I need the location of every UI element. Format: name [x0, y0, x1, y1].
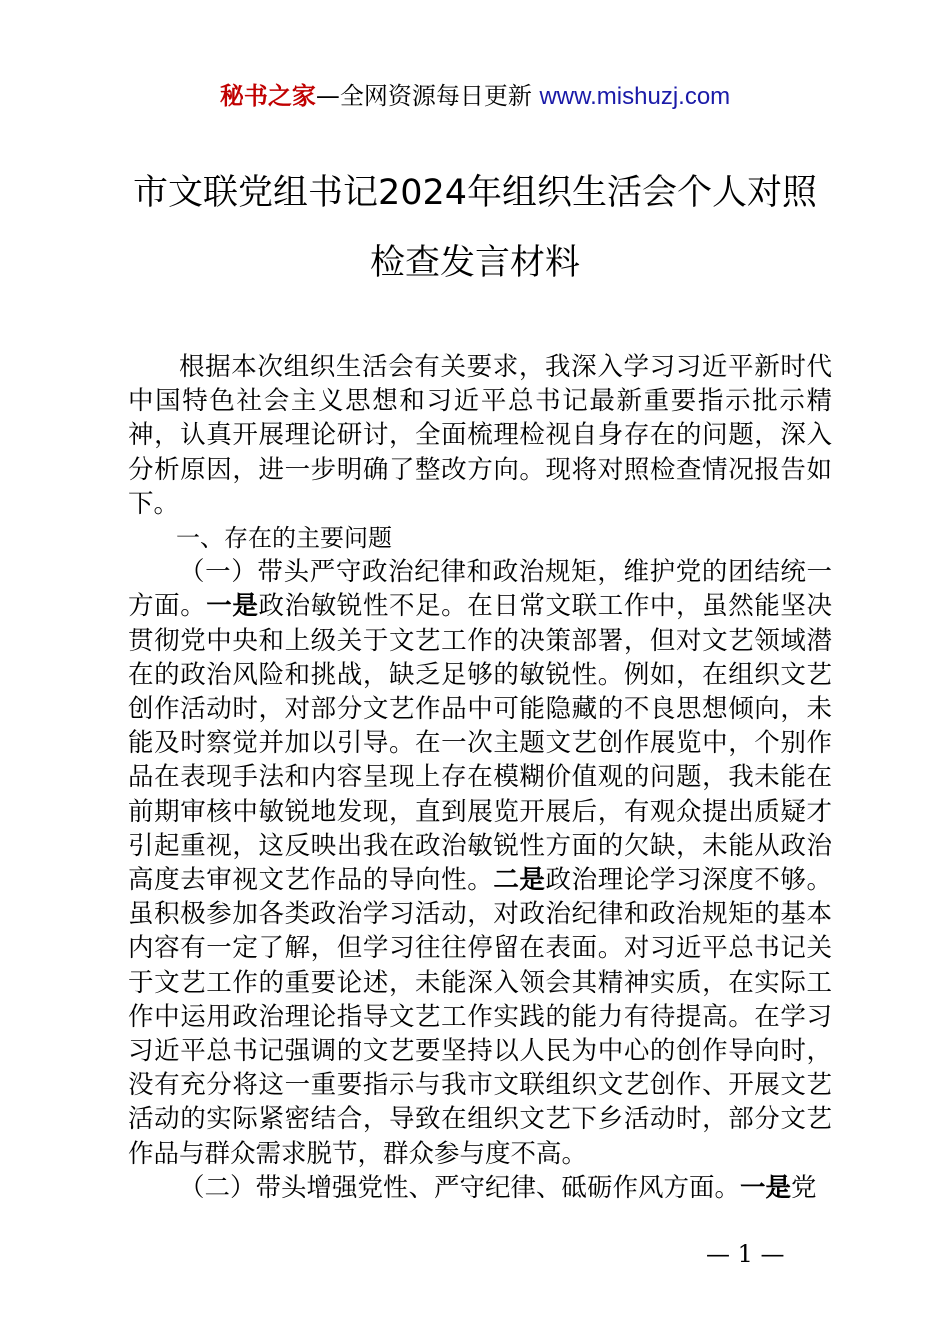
point-label-1: 一是	[206, 591, 259, 622]
point-label-3: 一是	[740, 1172, 792, 1203]
intro-paragraph: 根据本次组织生活会有关要求，我深入学习习近平新时代中国特色社会主义思想和习近平总书记最新重要指示批示精神，认真开展理论研讨，全面梳理检视自身存在的问题，深入分析原因，进一步明确了整改方向。现将对照检查情况报告如下。	[128, 352, 832, 519]
subsection-1-paragraph	[128, 555, 832, 1171]
subsection-2-heading: （二）带头增强党性、严守纪律、砥砺作风方面。	[179, 1172, 741, 1203]
site-brand: 秘书之家	[219, 82, 316, 110]
point-label-2: 二是	[493, 865, 546, 896]
document-body	[128, 350, 832, 1205]
subsection-2-paragraph	[128, 1171, 832, 1205]
title-line-1: 市文联党组书记2024年组织生活会个人对照	[132, 173, 818, 213]
site-header	[0, 80, 950, 113]
point-text-1: 政治敏锐性不足。在日常文联工作中，虽然能坚决贯彻党中央和上级关于文艺工作的决策部署，但对文艺领域潜在的政治风险和挑战，缺乏足够的敏锐性。例如，在组织文艺创作活动时，对部分文艺作品中可能隐藏的不良思想倾向，未能及时察觉并加以引导。在一次主题文艺创作展览中，个别作品在表现手法和内容呈现上存在模糊价值观的问题，我未能在前期审核中敏锐地发现，直到展览开展后，有观众提出质疑才引起重视，这反映出我在政治敏锐性方面的欠缺，未能从政治高度去审视文艺作品的导向性。	[128, 591, 832, 896]
page-number: — 1 —	[706, 1240, 785, 1268]
document-title	[60, 165, 890, 291]
point-text-2: 政治理论学习深度不够。虽积极参加各类政治学习活动，对政治纪律和政治规矩的基本内容有一定了解，但学习往往停留在表面。对习近平总书记关于文艺工作的重要论述，未能深入领会其精神实质，在实际工作中运用政治理论指导文艺工作实践的能力有待提高。在学习习近平总书记强调的文艺要坚持以人民为中心的创作导向时，没有充分将这一重要指示与我市文联组织文艺创作、开展文艺活动的实际紧密结合，导致在组织文艺下乡活动时，部分文艺作品与群众需求脱节，群众参与度不高。	[128, 865, 832, 1169]
site-url-link[interactable]: www.mishuzj.com	[539, 83, 731, 110]
site-tagline: —全网资源每日更新	[315, 82, 532, 110]
title-line-2: 检查发言材料	[369, 243, 580, 283]
subsection-1-heading: （一）带头严守政治纪律和政治规矩，维护党的团结统一方面。	[128, 557, 832, 622]
point-text-3: 党	[791, 1172, 817, 1203]
section-heading-problems: 一、存在的主要问题	[176, 524, 392, 553]
